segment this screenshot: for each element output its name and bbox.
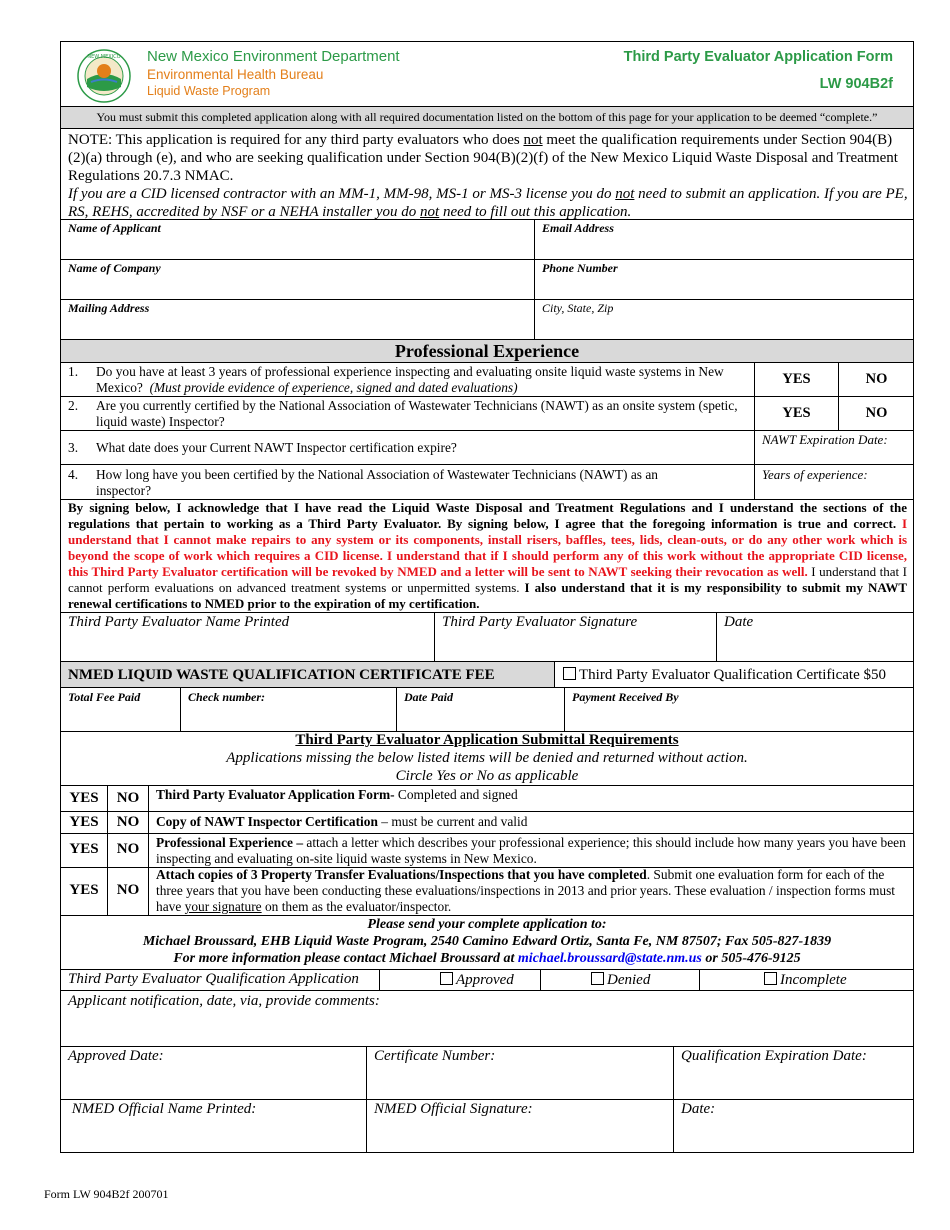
req2-text — [156, 814, 906, 830]
fee-checkbox-label: Third Party Evaluator Qualification Certificate $50 — [579, 667, 886, 683]
qualification-expiration-field[interactable]: Qualification Expiration Date: — [681, 1048, 867, 1064]
ack-bold-2: I also understand that it is my responsibility to submit my NAWT renewal certifications to NMED prior to the expiration of my certification. — [68, 580, 907, 611]
q1-no[interactable]: NO — [865, 371, 888, 387]
divider — [60, 1099, 914, 1100]
checkbox-icon[interactable] — [563, 667, 576, 680]
q3-text: What date does your Current NAWT Inspector certification expire? — [96, 440, 457, 455]
applicant-name-field[interactable]: Name of Applicant — [68, 221, 161, 235]
incomplete-label: Incomplete — [780, 972, 847, 988]
note-p2b: need to submit an application. If you are PE, RS, REHS, accredited by NSF or a NEHA installer you do — [68, 186, 908, 220]
q2-number: 2. — [68, 398, 79, 413]
req2-rest: – must be current and valid — [377, 814, 528, 829]
requirements-heading: Third Party Evaluator Application Submittal Requirements — [295, 732, 679, 748]
company-field[interactable]: Name of Company — [68, 261, 161, 275]
q3-number: 3. — [68, 440, 79, 455]
years-experience-field[interactable]: Years of experience: — [762, 467, 868, 482]
note-p1a: NOTE: This application is required for any third party evaluators who does — [68, 132, 524, 148]
q4-text: How long have you been certified by the National Association of Wastewater Technicians (NAWT) as an inspector? — [96, 467, 658, 498]
req4-bold: Attach copies of 3 Property Transfer Evaluations/Inspections that you have completed — [156, 867, 647, 882]
divider — [60, 362, 914, 363]
divider — [716, 612, 717, 661]
checkbox-icon[interactable] — [440, 972, 453, 985]
check-number-field[interactable]: Check number: — [188, 690, 266, 704]
divider — [60, 219, 914, 220]
divider — [60, 969, 914, 970]
req4-yes[interactable]: YES — [69, 882, 99, 898]
program-name: Liquid Waste Program — [147, 84, 271, 98]
req3-yes[interactable]: YES — [69, 841, 99, 857]
divider — [60, 612, 914, 613]
ack-plain: I understand that I cannot perform evaluations on advanced treatment systems or unpermitted systems. — [68, 564, 907, 595]
denied-option[interactable] — [591, 972, 650, 989]
send-line-1: Please send your complete application to: — [367, 917, 607, 932]
send-line-3 — [61, 951, 913, 967]
city-state-zip-field[interactable]: City, State, Zip — [542, 301, 614, 315]
send-line-2: Michael Broussard, EHB Liquid Waste Program, 2540 Camino Edward Ortiz, Santa Fe, NM 87507; Fax 505-827-1839 — [142, 934, 832, 949]
req2-no[interactable]: NO — [116, 814, 140, 830]
note-p2a: If you are a CID licensed contractor with an MM-1, MM-98, MS-1 or MS-3 license you do — [68, 186, 616, 202]
req1-no[interactable]: NO — [116, 790, 140, 806]
req2-bold: Copy of NAWT Inspector Certification — [156, 814, 378, 829]
phone-field[interactable]: Phone Number — [542, 261, 618, 275]
q2-no[interactable]: NO — [865, 405, 888, 421]
divider — [60, 687, 914, 688]
note-paragraph — [68, 131, 908, 185]
divider — [148, 785, 149, 915]
req4-no[interactable]: NO — [116, 882, 140, 898]
note-p1b: meet the qualification requirements under Section 904(B)(2)(a) through (e), and who are seeking qualification under Section 904(B)(2)(f) of the New Mexico Liquid Waste Disposal and Treatment Regulations 20.7.3 NMAC. — [68, 132, 898, 184]
req4-rest: . Submit one evaluation form for each of the three years that you have been conducting these evaluations/inspections in 2013 and prior years. These evaluation / inspection forms must have — [156, 867, 896, 914]
divider — [366, 1046, 367, 1153]
evaluator-name-field[interactable]: Third Party Evaluator Name Printed — [68, 614, 290, 630]
notification-field[interactable]: Applicant notification, date, via, provide comments: — [68, 993, 380, 1009]
ack-bold-1: By signing below, I acknowledge that I have read the Liquid Waste Disposal and Treatment Regulations and I understand the sections of the regulations that pertain to working as a Third Party Evaluator. By signing below, I agree that the foregoing information is true and correct. — [68, 500, 907, 531]
total-fee-field[interactable]: Total Fee Paid — [68, 690, 141, 704]
divider — [699, 969, 700, 990]
logo-text: NEW MEXICO — [87, 54, 121, 60]
note-not-2: not — [615, 186, 635, 202]
incomplete-option[interactable] — [764, 972, 847, 989]
form-footer: Form LW 904B2f 200701 — [44, 1187, 169, 1201]
approved-option[interactable] — [440, 972, 514, 989]
divider — [673, 1046, 674, 1153]
divider — [60, 259, 914, 260]
approved-label: Approved — [456, 972, 514, 988]
official-date-field[interactable]: Date: — [681, 1101, 716, 1117]
q1-question: Do you have at least 3 years of professional experience inspecting and evaluating onsite liquid waste systems in New Mexico? — [96, 364, 724, 395]
divider — [379, 969, 380, 990]
divider — [396, 687, 397, 731]
req4-rest-2: on them as the evaluator/inspector. — [261, 899, 452, 914]
divider — [60, 396, 914, 397]
divider — [554, 662, 555, 687]
send-line-3a: For more information please contact Michael Broussard at — [173, 951, 518, 966]
req3-text — [156, 835, 908, 867]
q4-number: 4. — [68, 467, 79, 482]
official-name-field[interactable]: NMED Official Name Printed: — [68, 1101, 257, 1117]
approved-date-field[interactable]: Approved Date: — [68, 1048, 164, 1064]
q1-number: 1. — [68, 364, 79, 379]
divider — [534, 219, 535, 339]
signature-date-field[interactable]: Date — [724, 614, 754, 630]
req2-yes[interactable]: YES — [69, 814, 99, 830]
q1-note: (Must provide evidence of experience, signed and dated evaluations) — [149, 380, 518, 395]
email-field[interactable]: Email Address — [542, 221, 614, 235]
experience-heading: Professional Experience — [394, 341, 580, 361]
note-p2c: need to fill out this application. — [439, 204, 632, 220]
req3-rest: attach a letter which describes your professional experience; this should include how many years you have been inspecting and evaluating on-site liquid waste systems in New Mexico. — [156, 835, 906, 866]
payment-received-field[interactable]: Payment Received By — [572, 690, 679, 704]
divider — [60, 833, 914, 834]
req1-bold: Third Party Evaluator Application Form- — [156, 787, 395, 802]
divider — [60, 464, 914, 465]
evaluator-signature-field[interactable]: Third Party Evaluator Signature — [442, 614, 638, 630]
divider — [564, 687, 565, 731]
requirements-sub-1: Applications missing the below listed items will be denied and returned without action. — [226, 750, 748, 766]
dept-name: New Mexico Environment Department — [147, 48, 400, 65]
ack-red: I understand that I cannot make repairs to any system or its components, install risers, baffles, tees, lids, clean-outs, or do any other work which is beyond the scope of work which requires a CID license. I understand that if I should perform any of this work without the appropriate CID license, this Third Party Evaluator certification will be revoked by NMED and a letter will be sent to NAWT seeking their revocation as well. — [68, 516, 907, 579]
note-not-3: not — [420, 204, 440, 220]
q1-text — [96, 364, 746, 396]
note-cid-paragraph — [68, 185, 908, 221]
contact-email-link[interactable]: michael.broussard@state.nm.us — [517, 951, 702, 966]
send-line-3b: or 505-476-9125 — [701, 951, 801, 966]
checkbox-icon[interactable] — [764, 972, 777, 985]
req1-yes[interactable]: YES — [69, 790, 99, 806]
checkbox-icon[interactable] — [591, 972, 604, 985]
denied-label: Denied — [607, 972, 651, 988]
divider — [60, 1046, 914, 1047]
note-not: not — [523, 132, 543, 148]
nawt-expiration-field[interactable]: NAWT Expiration Date: — [762, 432, 888, 447]
fee-checkbox[interactable] — [563, 667, 886, 684]
divider — [60, 811, 914, 812]
divider — [60, 785, 914, 786]
req4-text — [156, 867, 908, 915]
bureau-name: Environmental Health Bureau — [147, 67, 324, 82]
nmed-logo — [77, 49, 131, 103]
req1-rest: Completed and signed — [394, 787, 518, 802]
certificate-number-field[interactable]: Certificate Number: — [374, 1048, 496, 1064]
notice-text: You must submit this completed application along with all required documentation listed on the bottom of this page for your application to be deemed “complete.” — [96, 110, 878, 124]
date-paid-field[interactable]: Date Paid — [404, 690, 453, 704]
divider — [434, 612, 435, 661]
q2-yes[interactable]: YES — [782, 405, 811, 421]
q1-yes[interactable]: YES — [782, 371, 811, 387]
req1-text — [156, 787, 906, 803]
divider — [60, 430, 914, 431]
divider — [180, 687, 181, 731]
form-code: LW 904B2f — [819, 76, 893, 92]
fee-heading: NMED LIQUID WASTE QUALIFICATION CERTIFICATE FEE — [68, 667, 495, 683]
official-signature-field[interactable]: NMED Official Signature: — [374, 1101, 533, 1117]
mailing-address-field[interactable]: Mailing Address — [68, 301, 150, 315]
divider — [60, 915, 914, 916]
req3-bold: Professional Experience – — [156, 835, 304, 850]
q2-text: Are you currently certified by the National Association of Wastewater Technicians (NAWT) as an onsite system (spetic, liquid waste) Inspector? — [96, 398, 738, 429]
acknowledgement — [68, 500, 907, 612]
divider — [60, 299, 914, 300]
req3-no[interactable]: NO — [116, 841, 140, 857]
requirements-sub-2: Circle Yes or No as applicable — [395, 768, 579, 784]
divider — [540, 969, 541, 990]
divider — [60, 990, 914, 991]
req4-underline: your signature — [184, 899, 262, 914]
form-title: Third Party Evaluator Application Form — [623, 49, 893, 65]
application-label: Third Party Evaluator Qualification Application — [68, 971, 359, 987]
